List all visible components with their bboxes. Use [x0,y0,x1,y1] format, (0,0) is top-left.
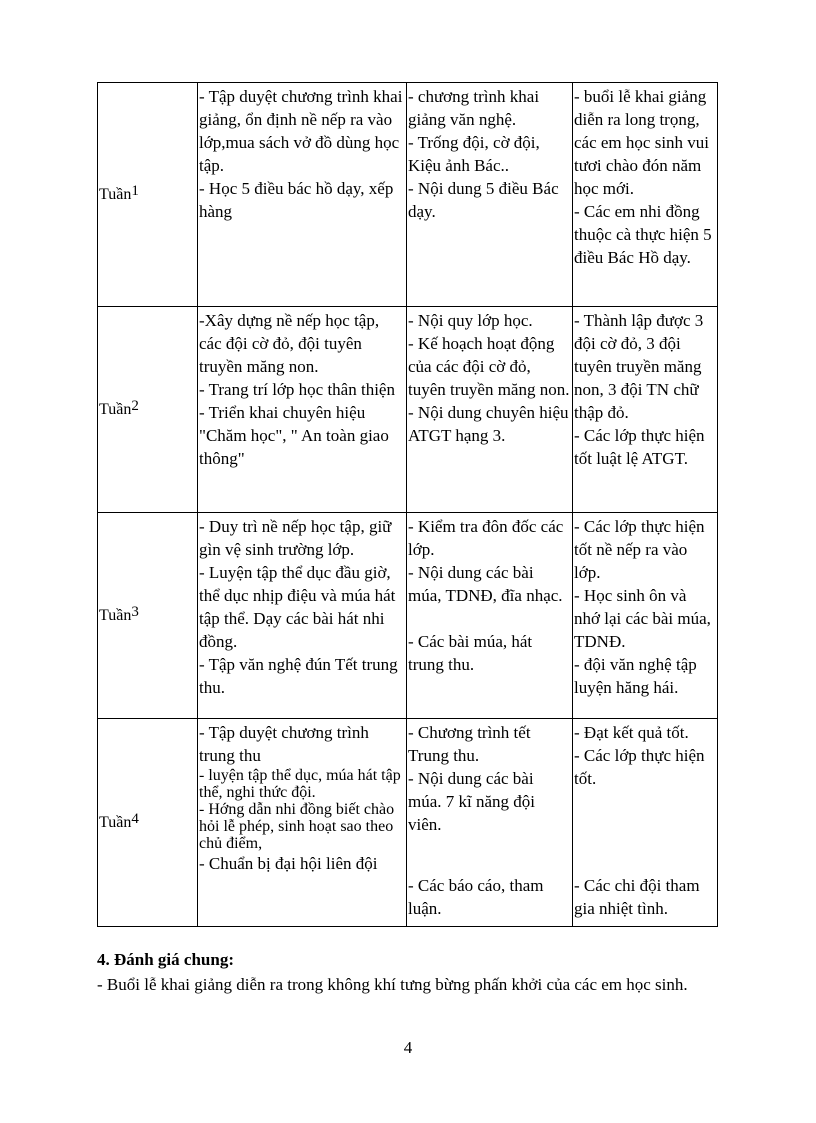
content-cell [198,83,407,307]
content-line: - Duy trì nề nếp học tập, giữ gìn vệ sinh trường lớp. [199,517,392,559]
preparation-line: - Kiểm tra đôn đốc các lớp. [408,517,564,559]
content-cell [198,719,407,927]
result-line: - Các chi đội tham gia nhiệt tình. [574,876,700,918]
table-row [98,513,718,719]
content-line: - Hớng dẫn nhi đồng biết chào hỏi lễ phép, sinh hoạt sao theo chủ điểm, [199,801,395,852]
preparation-line: - Nội quy lớp học. [408,311,533,330]
preparation-line: - Nội dung các bài múa, TDNĐ, đĩa nhạc. [408,563,563,605]
section-body: - Buổi lễ khai giảng diễn ra trong không khí tưng bừng phấn khởi của các em học sinh. [97,975,688,994]
week-number: 4 [131,810,139,827]
result-line: - Thành lập được 3 đội cờ đỏ, 3 đội tuyên truyền măng non, 3 đội TN chữ thập đỏ. [574,311,704,422]
preparation-line: - Các bài múa, hát trung thu. [408,632,533,674]
blank-line [574,790,716,874]
week-number: 2 [131,397,139,414]
content-line: - luyện tập thể dục, múa hát tập thể, nghi thức đội. [199,767,401,801]
content-line: - Triển khai chuyên hiệu "Chăm học", " An toàn giao thông" [199,403,389,468]
blank-line [408,836,571,874]
result-line: - Đạt kết quả tốt. [574,723,689,742]
content-line: - Tập duyệt chương trình trung thu [199,723,369,765]
week-label: Tuần [99,185,132,203]
blank-line [408,607,571,630]
content-line: - Tập văn nghệ đún Tết trung thu. [199,655,398,697]
preparation-line: - Nội dung các bài múa. 7 kĩ năng đội viên. [408,769,536,834]
result-line: - Các lớp thực hiện tốt luật lệ ATGT. [574,426,705,468]
week-label: Tuần [99,400,132,418]
week-cell [98,307,198,513]
week-number: 3 [131,603,139,620]
preparation-line: - chương trình khai giảng văn nghệ. [408,87,540,129]
result-line: - Các lớp thực hiện tốt. [574,746,705,788]
week-cell [98,719,198,927]
preparation-line: - Nội dung 5 điều Bác dạy. [408,179,559,221]
table-row [98,307,718,513]
activity-table [97,82,718,927]
preparation-line: - Chương trình tết Trung thu. [408,723,531,765]
preparation-cell [407,83,573,307]
preparation-cell [407,719,573,927]
result-cell [573,83,718,307]
content-cell [198,513,407,719]
content-line: - Luyện tập thể dục đầu giờ, thể dục nhịp điệu và múa hát tập thể. Dạy các bài hát nhi đồng. [199,563,396,651]
week-cell [98,513,198,719]
page-number: 4 [403,1038,413,1057]
week-label: Tuần [99,813,132,831]
result-line: - buổi lễ khai giảng diễn ra long trọng, các em học sinh vui tươi chào đón năm học mới. [574,87,710,198]
week-label: Tuần [99,606,132,624]
result-cell [573,307,718,513]
result-line: - Các em nhi đồng thuộc cà thực hiện 5 điều Bác Hồ dạy. [574,202,712,267]
preparation-cell [407,307,573,513]
result-cell [573,719,718,927]
preparation-line: - Nội dung chuyên hiệu ATGT hạng 3. [408,403,569,445]
content-cell [198,307,407,513]
content-line: - Học 5 điều bác hồ dạy, xếp hàng [199,179,394,221]
result-cell [573,513,718,719]
preparation-line: - Các báo cáo, tham luận. [408,876,544,918]
table-row [98,83,718,307]
week-number: 1 [131,182,139,199]
preparation-cell [407,513,573,719]
content-line: - Trang trí lớp học thân thiện [199,380,395,399]
table-row [98,719,718,927]
section-heading: 4. Đánh giá chung: [97,950,234,969]
preparation-line: - Trống đội, cờ đội, Kiệu ảnh Bác.. [408,133,540,175]
week-cell [98,83,198,307]
result-line: - Học sinh ôn và nhớ lại các bài múa, TDNĐ. [574,586,711,651]
result-line: - đội văn nghệ tập luyện hăng hái. [574,655,697,697]
content-line: - Tập duyệt chương trình khai giảng, ổn định nề nếp ra vào lớp,mua sách vở đồ dùng học tập. [199,87,403,175]
preparation-line: - Kế hoạch hoạt động của các đội cờ đỏ, tuyên truyền măng non. [408,334,570,399]
content-line: -Xây dựng nề nếp học tập, các đội cờ đỏ, đội tuyên truyền măng non. [199,311,380,376]
result-line: - Các lớp thực hiện tốt nề nếp ra vào lớp. [574,517,705,582]
content-line: - Chuẩn bị đại hội liên đội [199,854,378,873]
